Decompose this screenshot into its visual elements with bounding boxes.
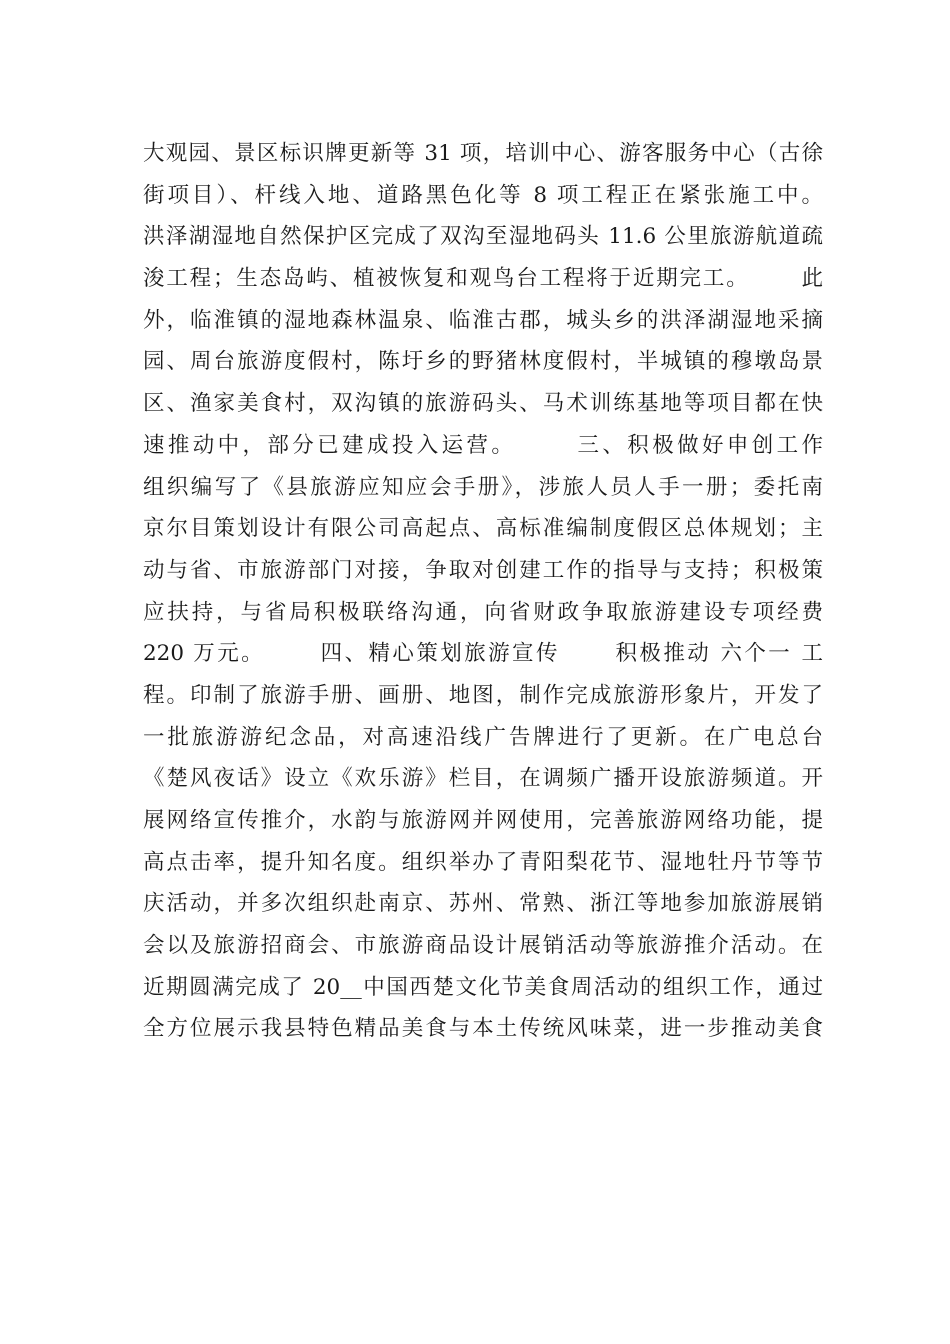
text-line: 大观园、景区标识牌更新等 31 项，培训中心、游客服务中心（古徐 — [143, 141, 823, 166]
text-line: 京尔目策划设计有限公司高起点、高标准编制度假区总体规划；主 — [143, 516, 823, 542]
text-line: 会以及旅游招商会、市旅游商品设计展销活动等旅游推介活动。在 — [143, 933, 823, 959]
document-body — [143, 133, 823, 1050]
text-line: 展网络宣传推介，水韵与旅游网并网使用，完善旅游网络功能，提 — [143, 808, 823, 833]
text-line: 应扶持，与省局积极联络沟通，向省财政争取旅游建设专项经费 — [143, 599, 823, 625]
text-line: 浚工程；生态岛屿、植被恢复和观鸟台工程将于近期完工。 此 — [143, 266, 823, 292]
text-line: 洪泽湖湿地自然保护区完成了双沟至湿地码头 11.6 公里旅游航道疏 — [143, 224, 823, 250]
text-line: 程。印制了旅游手册、画册、地图，制作完成旅游形象片，开发了 — [143, 682, 823, 708]
text-line: 街项目）、杆线入地、道路黑色化等 8 项工程正在紧张施工中。 — [143, 182, 823, 208]
text-line: 220 万元。 四、精心策划旅游宣传 积极推动 六个一 工 — [143, 641, 823, 667]
text-line: 外，临淮镇的湿地森林温泉、临淮古郡，城头乡的洪泽湖湿地采摘 — [143, 307, 823, 333]
text-line: 近期圆满完成了 20__中国西楚文化节美食周活动的组织工作，通过 — [143, 974, 823, 1000]
text-line: 园、周台旅游度假村，陈圩乡的野猪林度假村，半城镇的穆墩岛景 — [143, 349, 823, 375]
text-line: 庆活动，并多次组织赴南京、苏州、常熟、浙江等地参加旅游展销 — [143, 891, 823, 917]
text-line: 《楚风夜话》设立《欢乐游》栏目，在调频广播开设旅游频道。开 — [143, 766, 823, 792]
text-line: 高点击率，提升知名度。组织举办了青阳梨花节、湿地牡丹节等节 — [143, 849, 823, 875]
text-line: 组织编写了《县旅游应知应会手册》，涉旅人员人手一册；委托南 — [143, 474, 823, 500]
text-line: 动与省、市旅游部门对接，争取对创建工作的指导与支持；积极策 — [143, 557, 823, 583]
text-line: 区、渔家美食村，双沟镇的旅游码头、马术训练基地等项目都在快 — [143, 391, 823, 417]
text-line: 一批旅游游纪念品，对高速沿线广告牌进行了更新。在广电总台 — [143, 724, 823, 750]
text-line: 全方位展示我县特色精品美食与本土传统风味菜，进一步推动美食 — [143, 1016, 823, 1042]
text-line: 速推动中，部分已建成投入运营。 三、积极做好申创工作 — [143, 432, 823, 458]
